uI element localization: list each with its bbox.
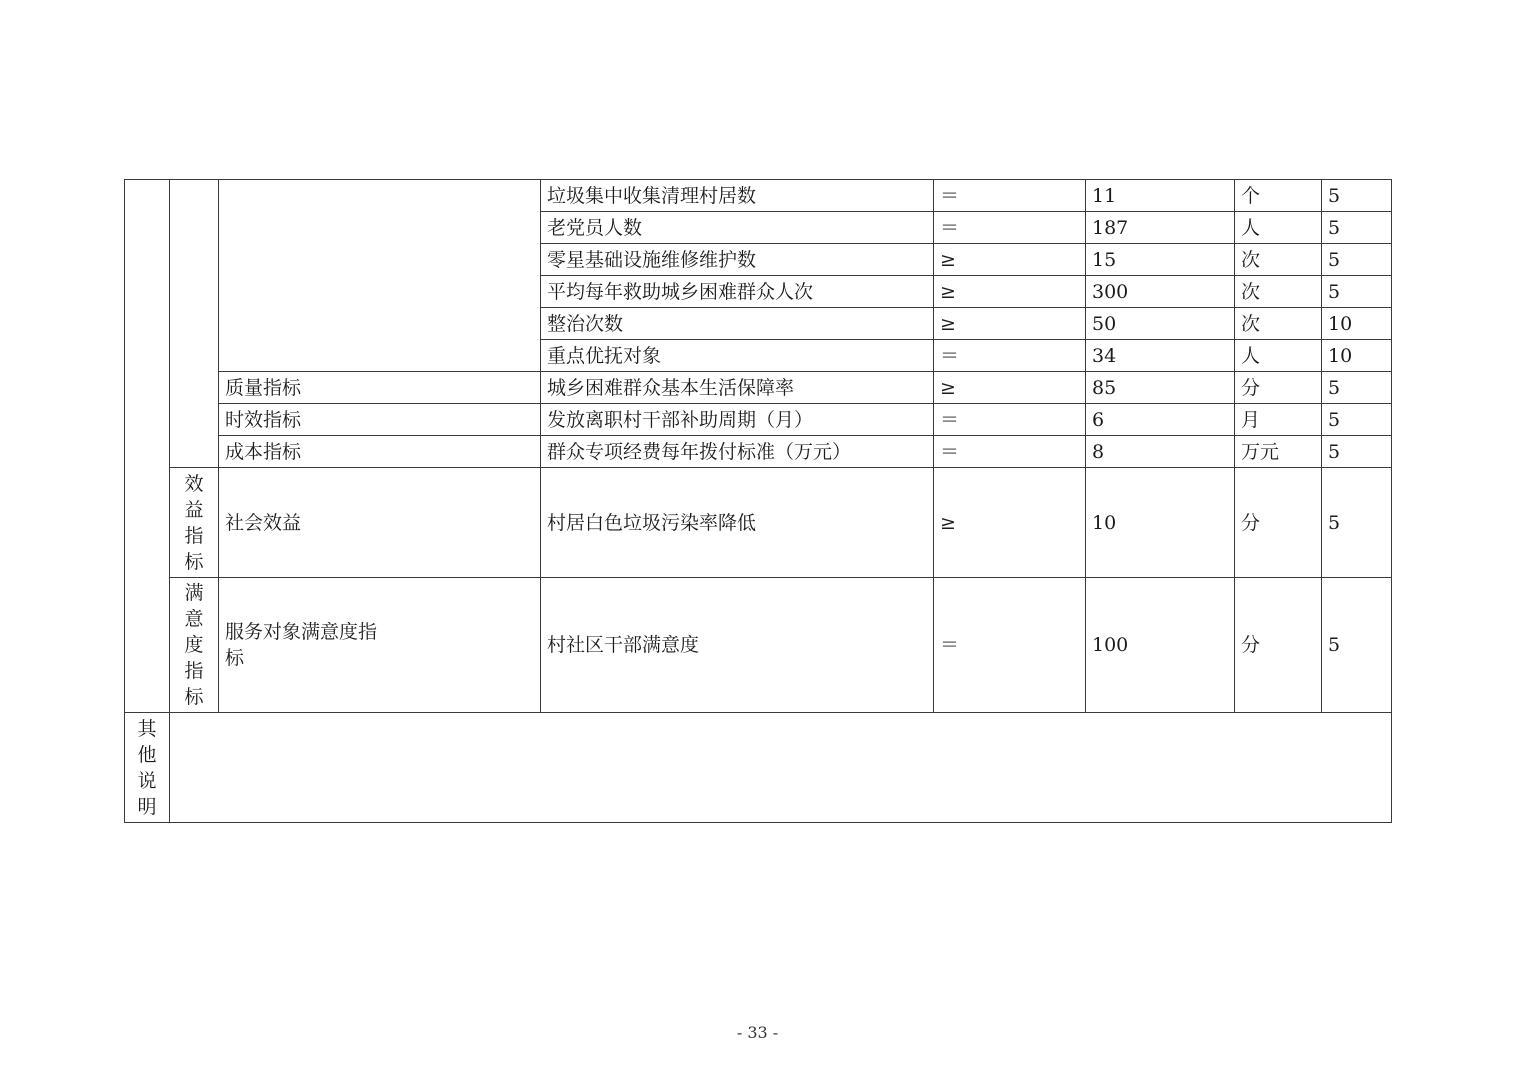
operator-cell: ＝ xyxy=(934,404,1086,436)
table-row xyxy=(125,578,1392,713)
score-cell: 10 xyxy=(1322,340,1392,372)
score-cell: 5 xyxy=(1322,212,1392,244)
category-cell: 时效指标 xyxy=(219,404,541,436)
indicator-cell: 群众专项经费每年拨付标准（万元） xyxy=(541,436,934,468)
category-cell: 服务对象满意度指标 xyxy=(219,578,541,713)
operator-cell: ≥ xyxy=(934,468,1086,578)
level1-cell-blank xyxy=(125,180,170,713)
unit-cell: 分 xyxy=(1235,372,1322,404)
indicator-cell: 整治次数 xyxy=(541,308,934,340)
value-cell: 15 xyxy=(1086,244,1235,276)
value-cell: 50 xyxy=(1086,308,1235,340)
value-cell: 6 xyxy=(1086,404,1235,436)
score-cell: 10 xyxy=(1322,308,1392,340)
operator-cell: ＝ xyxy=(934,436,1086,468)
page-number: - 33 - xyxy=(736,1023,779,1042)
indicator-cell: 垃圾集中收集清理村居数 xyxy=(541,180,934,212)
category-cell: 社会效益 xyxy=(219,468,541,578)
unit-cell: 分 xyxy=(1235,578,1322,713)
indicator-cell: 城乡困难群众基本生活保障率 xyxy=(541,372,934,404)
unit-cell: 次 xyxy=(1235,276,1322,308)
value-cell: 10 xyxy=(1086,468,1235,578)
indicator-cell: 重点优抚对象 xyxy=(541,340,934,372)
score-cell: 5 xyxy=(1322,276,1392,308)
operator-cell: ≥ xyxy=(934,276,1086,308)
unit-cell: 次 xyxy=(1235,308,1322,340)
value-cell: 11 xyxy=(1086,180,1235,212)
value-cell: 34 xyxy=(1086,340,1235,372)
score-cell: 5 xyxy=(1322,578,1392,713)
table-row xyxy=(125,468,1392,578)
operator-cell: ≥ xyxy=(934,244,1086,276)
value-cell: 85 xyxy=(1086,372,1235,404)
indicator-cell: 发放离职村干部补助周期（月） xyxy=(541,404,934,436)
operator-cell: ≥ xyxy=(934,372,1086,404)
indicator-cell: 村居白色垃圾污染率降低 xyxy=(541,468,934,578)
indicator-cell: 老党员人数 xyxy=(541,212,934,244)
category-cell: 成本指标 xyxy=(219,436,541,468)
other-notes-content xyxy=(170,713,1392,823)
score-cell: 5 xyxy=(1322,404,1392,436)
satisfaction-group-label: 满 意 度 指 标 xyxy=(170,578,219,713)
value-cell: 8 xyxy=(1086,436,1235,468)
level2-cell-blank xyxy=(170,180,219,468)
score-cell: 5 xyxy=(1322,468,1392,578)
operator-cell: ＝ xyxy=(934,180,1086,212)
unit-cell: 人 xyxy=(1235,212,1322,244)
other-notes-row xyxy=(125,713,1392,823)
indicator-cell: 平均每年救助城乡困难群众人次 xyxy=(541,276,934,308)
value-cell: 100 xyxy=(1086,578,1235,713)
value-cell: 300 xyxy=(1086,276,1235,308)
table-row xyxy=(125,436,1392,468)
operator-cell: ＝ xyxy=(934,340,1086,372)
operator-cell: ＝ xyxy=(934,212,1086,244)
unit-cell: 次 xyxy=(1235,244,1322,276)
operator-cell: ＝ xyxy=(934,578,1086,713)
table-row xyxy=(125,372,1392,404)
indicator-cell: 零星基础设施维修维护数 xyxy=(541,244,934,276)
table-row xyxy=(125,180,1392,212)
value-cell: 187 xyxy=(1086,212,1235,244)
other-notes-label: 其 他 说 明 xyxy=(125,713,170,823)
score-cell: 5 xyxy=(1322,436,1392,468)
unit-cell: 个 xyxy=(1235,180,1322,212)
indicator-cell: 村社区干部满意度 xyxy=(541,578,934,713)
unit-cell: 分 xyxy=(1235,468,1322,578)
table-row xyxy=(125,404,1392,436)
unit-cell: 人 xyxy=(1235,340,1322,372)
unit-cell: 万元 xyxy=(1235,436,1322,468)
level3-cell-blank xyxy=(219,180,541,372)
score-cell: 5 xyxy=(1322,372,1392,404)
benefit-group-label: 效 益 指 标 xyxy=(170,468,219,578)
performance-indicator-table xyxy=(124,179,1392,823)
operator-cell: ≥ xyxy=(934,308,1086,340)
score-cell: 5 xyxy=(1322,180,1392,212)
unit-cell: 月 xyxy=(1235,404,1322,436)
category-cell: 质量指标 xyxy=(219,372,541,404)
score-cell: 5 xyxy=(1322,244,1392,276)
